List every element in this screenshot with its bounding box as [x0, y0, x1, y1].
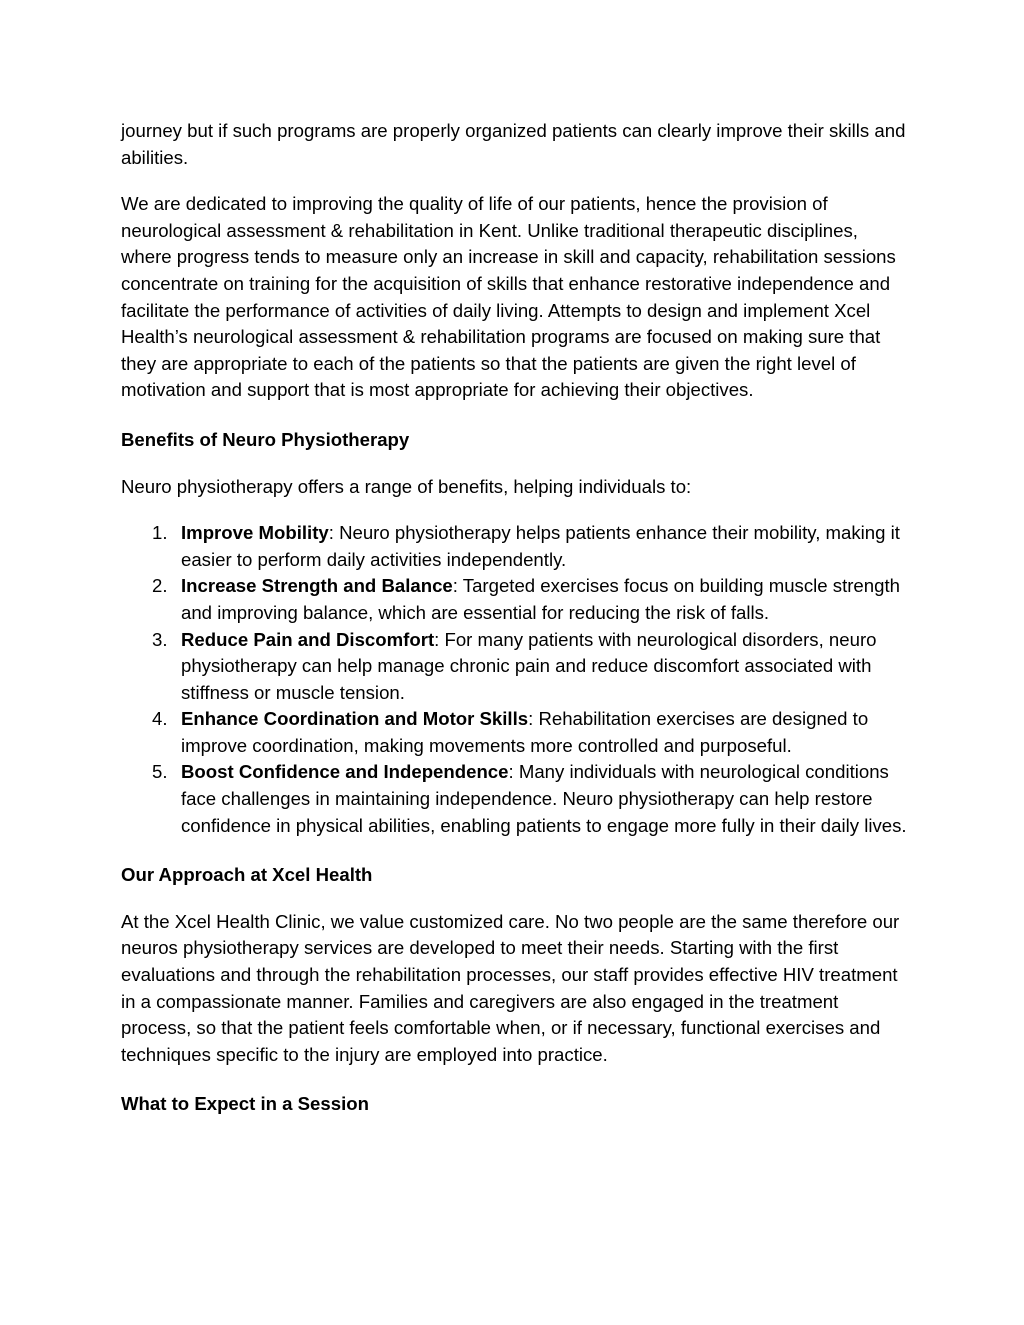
- heading-approach: Our Approach at Xcel Health: [121, 864, 373, 886]
- list-item: [121, 573, 911, 626]
- list-item-title: Improve Mobility: [181, 522, 329, 544]
- document-page: [121, 118, 911, 1118]
- benefits-intro: Neuro physiotherapy offers a range of benefits, helping individuals to:: [121, 475, 692, 497]
- list-item-text: : Neuro physiotherapy helps patients enhance their mobility, making it easier to perform daily activities independently.: [181, 522, 900, 570]
- list-item-text: : Rehabilitation exercises are designed to improve coordination, making movements more controlled and purposeful.: [181, 708, 869, 756]
- list-item: [121, 759, 911, 839]
- list-number: 1.: [152, 522, 168, 544]
- list-number: 5.: [152, 761, 168, 783]
- list-item: [121, 706, 911, 759]
- heading-benefits: Benefits of Neuro Physiotherapy: [121, 428, 410, 450]
- list-item-title: Enhance Coordination and Motor Skills: [181, 708, 529, 730]
- paragraph-continuation: journey but if such programs are properly organized patients can clearly improve their skills and abilities.: [121, 120, 906, 168]
- list-item-text: : Targeted exercises focus on building muscle strength and improving balance, which are essential for reducing the risk of falls.: [181, 575, 900, 623]
- list-item-text: : For many patients with neurological disorders, neuro physiotherapy can help manage chronic pain and reduce discomfort associated with stiffness or muscle tension.: [181, 628, 877, 703]
- list-item-text: : Many individuals with neurological conditions face challenges in maintaining independence. Neuro physiotherapy can help restore confidence in physical abilities, enabling patients to engage more fully in their daily lives.: [181, 761, 907, 836]
- list-item-title: Reduce Pain and Discomfort: [181, 628, 435, 650]
- list-number: 4.: [152, 708, 168, 730]
- list-item-title: Increase Strength and Balance: [181, 575, 453, 597]
- heading-session: What to Expect in a Session: [121, 1093, 369, 1115]
- list-number: 2.: [152, 575, 168, 597]
- paragraph-dedication: We are dedicated to improving the quality of life of our patients, hence the provision of neurological assessment & rehabilitation in Kent. Unlike traditional therapeutic disciplines, where progress tends to measure only an increase in skill and capacity, rehabilitation sessions concentrate on training for the acquisition of skills that enhance restorative independence and facilitate the performance of activities of daily living. Attempts to design and implement Xcel Health’s neurological assessment & rehabilitation programs are focused on making sure that they are appropriate to each of the patients so that the patients are given the right level of motivation and support that is most appropriate for achieving their objectives.: [121, 193, 896, 401]
- list-item-title: Boost Confidence and Independence: [181, 761, 509, 783]
- list-item: [121, 627, 911, 707]
- list-number: 3.: [152, 628, 168, 650]
- benefits-list: [121, 520, 911, 839]
- paragraph-approach: At the Xcel Health Clinic, we value customized care. No two people are the same therefore our neuros physiotherapy services are developed to meet their needs. Starting with the first evaluations and through the rehabilitation processes, our staff provides effective HIV treatment in a compassionate manner. Families and caregivers are also engaged in the treatment process, so that the patient feels comfortable when, or if necessary, functional exercises and techniques specific to the injury are employed into practice.: [121, 910, 900, 1065]
- list-item: [121, 520, 911, 573]
